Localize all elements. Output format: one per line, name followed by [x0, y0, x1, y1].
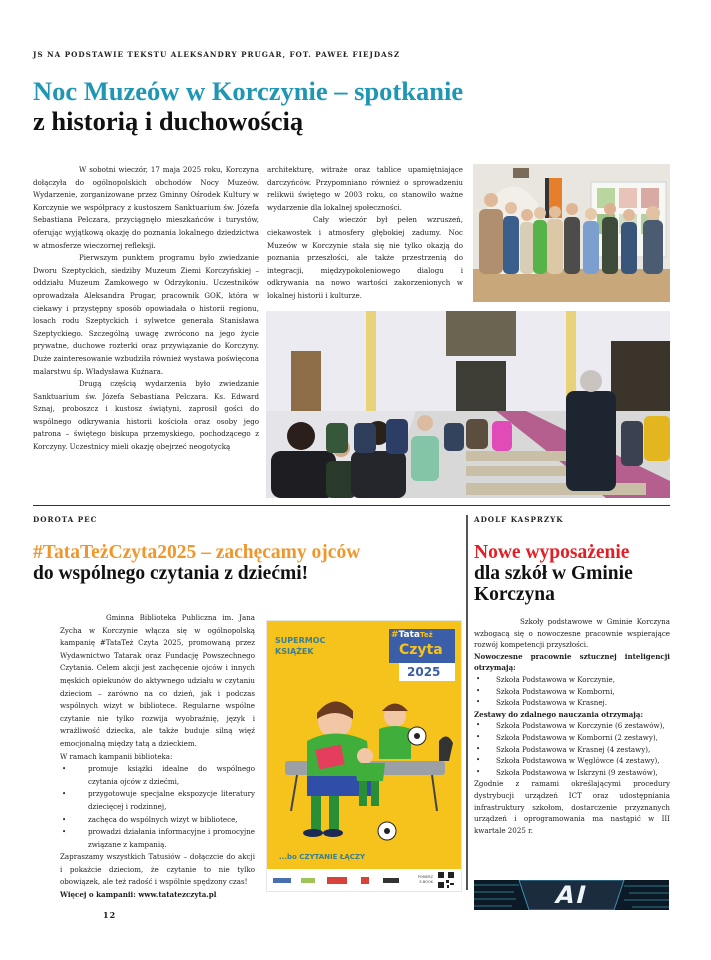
- poster-brand-line1: SUPERMOC: [275, 636, 326, 645]
- article2-title-line2: do wspólnego czytania z dziećmi!: [33, 563, 309, 585]
- poster-qr-label: POBIERZ E-BOOK: [417, 875, 433, 884]
- column-divider: [466, 515, 468, 890]
- list-item: • Szkoła Podstawowa w Korczynie (6 zestawów),: [474, 720, 670, 732]
- article2-list-intro: W ramach kampanii biblioteka:: [60, 751, 173, 761]
- sponsor-logo: [301, 878, 315, 883]
- article3-title: [474, 543, 674, 605]
- poster-tag-czyta: Czyta: [399, 642, 443, 658]
- list-item: • Szkoła Podstawowa w Iskrzyni (9 zestawów),: [474, 767, 670, 779]
- article1-title: [33, 78, 653, 136]
- article3-byline: ADOLF KASPRZYK: [474, 515, 564, 524]
- poster-tag-tata: Tata: [398, 630, 420, 640]
- qr-code-icon[interactable]: [437, 871, 455, 889]
- manor-photo-illustration: [473, 164, 670, 302]
- article1-paragraph: Cały wieczór był pełen wzruszeń, ciekawostek i atmosfery głębokiej zadumy. Noc Muzeów w Korczynie stała się nie tylko okazją do poznania przeszłości, ale także przestrzenią do integracji, międzypokoleniowego dialogu i odkrywania na nowo wartości zakorzenionych w lokalnej historii i kulturze.: [267, 215, 463, 300]
- poster-illustration: [267, 681, 461, 851]
- list-item: • Szkoła Podstawowa w Węglówce (4 zestawy),: [474, 755, 670, 767]
- article2-outro: Zapraszamy wszystkich Tatusiów – dołączcie do akcji i pokażcie dzieciom, że czytanie to nie tylko obowiązek, ale też radość i wspólnie spędzony czas!: [60, 852, 255, 887]
- poster-slogan: ...bo CZYTANIE ŁĄCZY: [279, 853, 366, 861]
- list-item: • zachęca do wspólnych wizyt w bibliotece,: [60, 814, 255, 827]
- article3-intro: Szkoły podstawowe w Gminie Korczyna wzbogacą się o nowoczesne pracownie wspierające rozwój kompetencji przyszłości.: [474, 617, 670, 650]
- photo-church-interior: [266, 311, 670, 498]
- church-photo-illustration: [266, 311, 670, 498]
- article2-more-link[interactable]: Więcej o kampanii: www.tatatezczyta.pl: [60, 890, 217, 900]
- photo-group-in-manor: [473, 164, 670, 302]
- photo-ai-chip: [474, 880, 669, 910]
- poster-brand-line2: KSIĄŻEK: [275, 647, 314, 656]
- poster-tag-hash: #: [391, 630, 399, 640]
- list-item: • prowadzi działania informacyjne i promocyjne związane z kampanią.: [60, 826, 255, 851]
- article3-remote-list: [474, 720, 670, 778]
- sponsor-logo: [327, 877, 347, 884]
- list-item: • Szkoła Podstawowa w Korczynie,: [474, 674, 670, 686]
- poster-sponsor-logos: [271, 875, 411, 887]
- article1-byline: JS NA PODSTAWIE TEKSTU ALEKSANDRY PRUGAR, FOT. PAWEŁ FIEJDASZ: [33, 50, 401, 59]
- list-item: • Szkoła Podstawowa w Krasnej (4 zestawy),: [474, 744, 670, 756]
- article1-paragraph: Drugą częścią wydarzenia było zwiedzanie Sanktuarium św. Józefa Sebastiana Pelczara. Ks. Edward Sznaj, proboszcz i kustosz świątyni, zaprosił gości do wspólnego odkrywania historii kościoła oraz osoby jego patrona – świętego biskupa przemyskiego, pochodzącego z Korczyny. Uczestnicy mieli okazję obejrzeć neogotycką: [33, 379, 259, 452]
- article2-list: [60, 763, 255, 851]
- article3-remote-heading: Zestawy do zdalnego nauczania otrzymają:: [474, 709, 644, 719]
- section-divider: [33, 505, 670, 506]
- article2-byline: DOROTA PEC: [33, 515, 98, 524]
- article1-paragraph: architekturę, witraże oraz tablice upamiętniające darczyńców. Przypomniano również o sprowadzeniu relikwii świętego w 2003 roku, co stanowiło ważne wydarzenie dla lokalnej społeczności.: [267, 165, 463, 212]
- article3-outro: Zgodnie z ramami określającymi procedury dystrybucji urządzeń ICT oraz udostępniania infrastruktury szkołom, dostarczenie przyznanych urządzeń i oprogramowania ma nastąpić w III kwartale 2025 r.: [474, 779, 670, 835]
- list-item: • Szkoła Podstawowa w Krasnej.: [474, 697, 670, 709]
- sponsor-logo: [273, 878, 291, 883]
- poster-brand: [275, 635, 325, 657]
- list-item: • przygotowuje specjalne ekspozycje literatury dziecięcej i rodzinnej,: [60, 788, 255, 813]
- article1-title-line1: Noc Muzeów w Korczynie – spotkanie: [33, 76, 464, 106]
- ai-chip-label: AI: [552, 881, 592, 909]
- article3-ai-heading: Nowoczesne pracownie sztucznej inteligencji otrzymają:: [474, 651, 670, 673]
- poster-campaign-tag: [385, 629, 455, 681]
- poster-tag-top-line: [391, 630, 433, 640]
- article2-title: [33, 543, 453, 585]
- campaign-poster: [266, 620, 462, 892]
- article3-body: [474, 616, 670, 836]
- poster-tag-year: 2025: [407, 665, 441, 679]
- article2-body: [60, 612, 255, 902]
- page-number: 12: [103, 910, 117, 920]
- list-item: • Szkoła Podstawowa w Komborni (2 zestawy),: [474, 732, 670, 744]
- article1-column2: [267, 164, 463, 303]
- list-item: • promuje książki idealne do wspólnego czytania ojców z dziećmi,: [60, 763, 255, 788]
- article3-title-line1: Nowe wyposażenie: [474, 542, 630, 563]
- article3-ai-list: [474, 674, 670, 709]
- article2-title-line1: #TataTeżCzyta2025 – zachęcamy ojców: [33, 542, 361, 563]
- article1-paragraph: W sobotni wieczór, 17 maja 2025 roku, Korczyna dołączyła do ogólnopolskich obchodów Nocy Muzeów. Wydarzenie, zorganizowane przez Gminny Ośrodek Kultury w Korczynie we współpracy z kustoszem Sanktuarium św. Józefa Sebastiana Pelczara, przyciągnęło mieszkańców i turystów, oferując wyjątkową okazję do poznania lokalnego dziedzictwa w atmosferze wieczornej refleksji.: [33, 165, 259, 250]
- article2-intro: Gminna Biblioteka Publiczna im. Jana Zycha w Korczynie włącza się w ogólnopolską kampanię #TataTeż Czyta 2025, promowaną przez Wydawnictwo Tatarak oraz Fundację Powszechnego Czytania. Celem akcji jest zachęcenie ojców i innych męskich opiekunów do aktywnego udziału w czytaniu dzieciom – zarówno na co dzień, jak i podczas wspólnych wizyt w bibliotece. Regularne wspólne czytanie nie tylko rozwija wyobraźnię, język i wrażliwość dziecka, ale także buduje silną więź emocjonalną między tatą a dzieckiem.: [60, 613, 255, 748]
- article1-column1: [33, 164, 259, 454]
- article3-title-line2: dla szkół w Gminie Korczyna: [474, 563, 633, 605]
- article1-title-line2: z historią i duchowością: [33, 105, 304, 136]
- sponsor-logo: [383, 878, 399, 883]
- list-item: • Szkoła Podstawowa w Komborni,: [474, 686, 670, 698]
- poster-tag-tez: Też: [419, 631, 433, 639]
- sponsor-logo: [361, 877, 369, 884]
- article1-paragraph: Pierwszym punktem programu było zwiedzanie Dworu Szeptyckich, siedziby Muzeum Ziemi Korczyńskiej – oddziału Muzeum Zamkowego w Odrzykoniu. Uczestników oprowadzała Aleksandra Prugar, pracownik GOK, która w ciekawy i przystępny sposób opowiadała o historii regionu, losach rodu Szeptyckich i sylwetce generała Stanisława Szeptyckiego. Szczególną uwagę zwrócono na jego życie prywatne, duchowe rozterki oraz przywiązanie do Korczyny. Duże zainteresowanie wzbudziła również wystawa poświęcona malarstwu śp. Władysława Kuźnara.: [33, 253, 259, 376]
